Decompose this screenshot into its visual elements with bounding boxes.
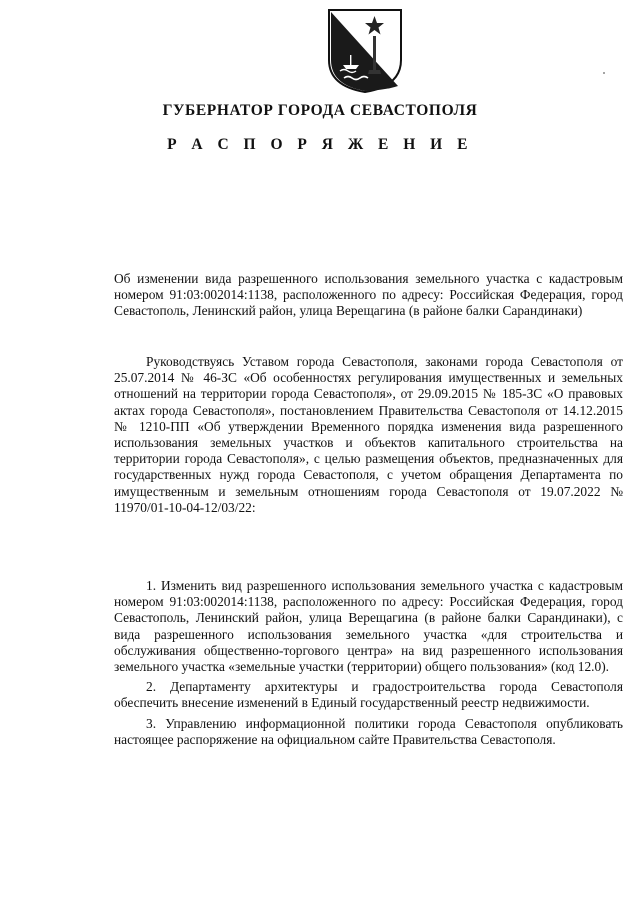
order-items (114, 578, 623, 748)
order-item-3: 3. Управлению информационной политики города Севастополя опубликовать настоящее распоряжение на официальном сайте Правительства Севастополя. (114, 715, 623, 747)
sevastopol-coat-of-arms-icon (326, 8, 404, 94)
document-type-heading: Р А С П О Р Я Ж Е Н И Е (167, 136, 473, 153)
governor-title: ГУБЕРНАТОР ГОРОДА СЕВАСТОПОЛЯ (162, 102, 478, 119)
order-subject: Об изменении вида разрешенного использования земельного участка с кадастровым номером 91:03:002014:1138, расположенного по адресу: Российская Федерация, город Севастополь, Ленинский район, улица Верещагина (в районе балки Сарандинаки) (114, 271, 623, 319)
scan-speck (603, 72, 605, 74)
order-preamble: Руководствуясь Уставом города Севастополя, законами города Севастополя от 25.07.2014 № 46-ЗС «Об особенностях регулирования имущественных и земельных отношений на территории города Севастополя», от 29.09.2015 № 185-ЗС «О правовых актах города Севастополя», постановлением Правительства Севастополя от 14.12.2015 № 1210-ПП «Об утверждении Временного порядка изменения вида разрешенного использования земельных участков и объектов капитального строительства на территории города Севастополя», с целью размещения объектов, предназначенных для государственных нужд города Севастополя, с учетом обращения Департамента по имущественным и земельным отношениям города Севастополя от 19.07.2022 № 11970/01-10-04-12/03/22: (114, 354, 623, 515)
order-item-2: 2. Департаменту архитектуры и градостроительства города Севастополя обеспечить внесение изменений в Единый государственный реестр недвижимости. (114, 679, 623, 711)
order-item-1: 1. Изменить вид разрешенного использования земельного участка с кадастровым номером 91:03:002014:1138, расположенного по адресу: Российская Федерация, город Севастополь, Ленинский район, улица Верещагина (в районе балки Сарандинаки), с вида разрешенного использования земельного участка «для строительства и обслуживания общественно-торгового центра» на вид разрешенного использования земельного участка «земельные участки (территории) общего пользования» (код 12.0). (114, 578, 623, 675)
